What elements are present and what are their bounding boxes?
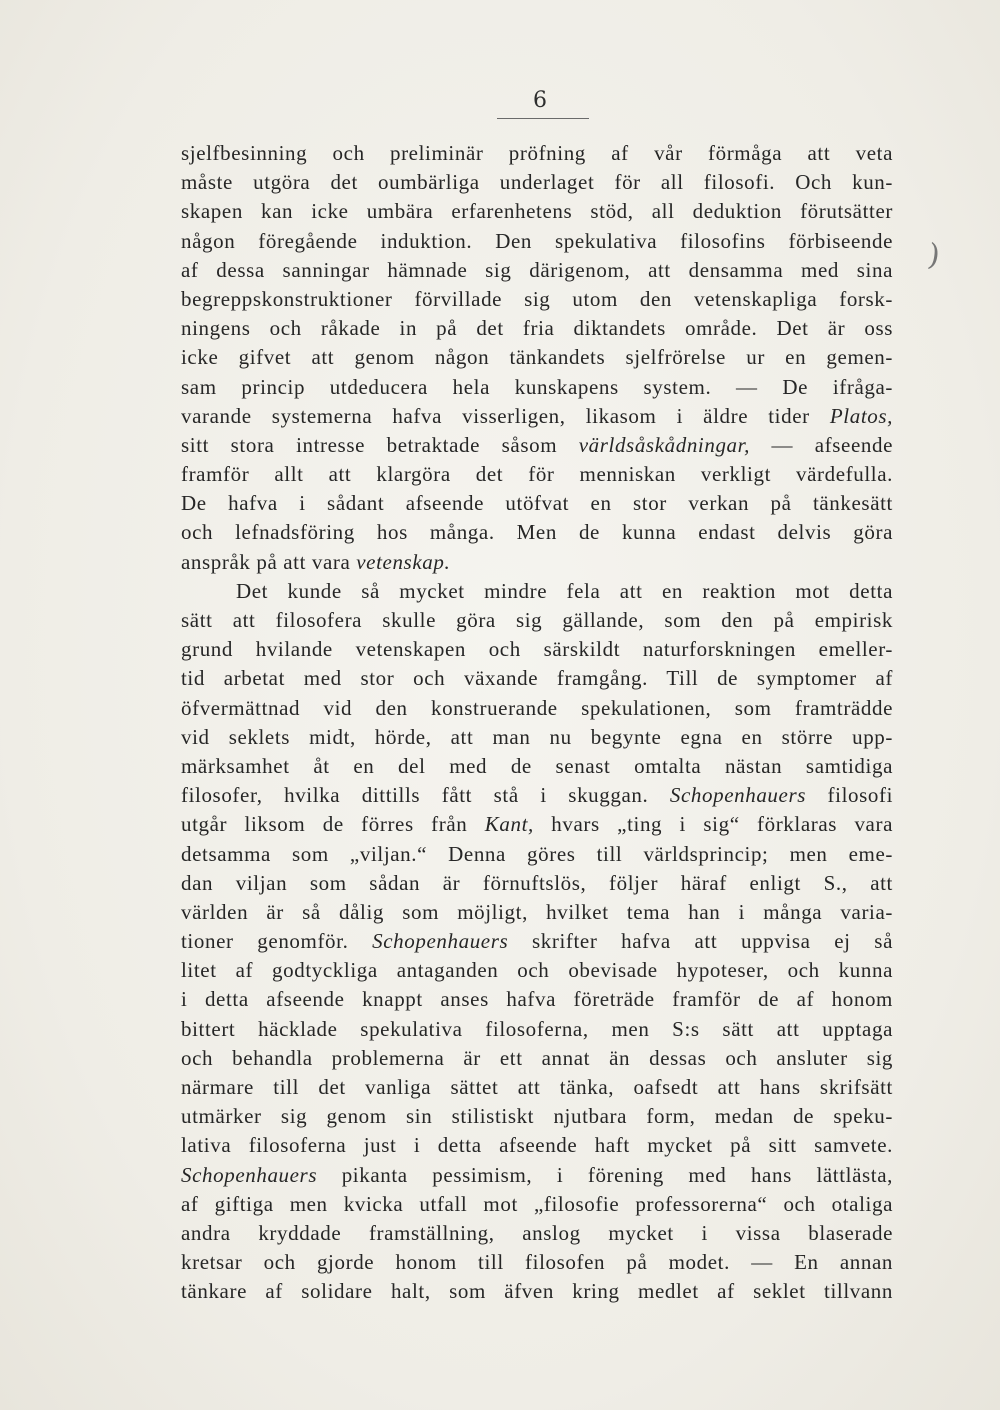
text-line: af dessa sanningar hämnade sig därigenom, att densamma med sina: [181, 257, 893, 282]
text-line: skapen kan icke umbära erfarenhetens stöd, all deduktion förutsätter: [181, 199, 893, 224]
text-span: filosofi: [806, 783, 894, 808]
text-line: [181, 781, 893, 810]
text-line: [181, 548, 893, 577]
text-line: grund hvilande vetenskapen och särskildt naturforskningen emeller-: [181, 637, 893, 662]
text-line: närmare till det vanliga sättet att tänka, oafsedt att hans skrifsätt: [181, 1075, 893, 1099]
text-line: [181, 431, 893, 460]
text-line: bittert häcklade spekulativa filosoferna, men S:s sätt att upptaga: [181, 1016, 893, 1041]
body-text: [181, 139, 893, 1307]
text-line: [181, 402, 893, 431]
text-span: — afseende: [749, 432, 893, 457]
text-line: och behandla problemerna är ett annat än dessas och ansluter sig: [181, 1045, 893, 1070]
italic-term: världsåskådningar,: [578, 432, 750, 457]
text-span: utgår liksom de förres från: [181, 812, 485, 837]
text-line: sjelfbesinning och preliminär pröfning af vår förmåga att veta: [181, 141, 893, 165]
page-number-rule: [497, 118, 589, 119]
text-span: hvars „ting i sig“ förklaras vara: [533, 812, 893, 837]
text-span: pikanta pessimism, i förening med hans lättlästa,: [317, 1162, 893, 1187]
text-line: måste utgöra det oumbärliga underlaget för all filosofi. Och kun-: [181, 170, 893, 195]
text-line: af giftiga men kvicka utfall mot „filosofie professorerna“ och otaliga: [181, 1191, 893, 1216]
text-line: tänkare af solidare halt, som äfven kring medlet af seklet tillvann: [181, 1279, 893, 1304]
text-line: icke gifvet att genom någon tänkandets sjelfrörelse ur en gemen-: [181, 345, 893, 370]
text-span: filosofer, hvilka dittills fått stå i skuggan.: [181, 783, 670, 808]
text-line: i detta afseende knappt anses hafva företräde framför de af honom: [181, 987, 893, 1012]
italic-name-kant: Kant,: [484, 812, 534, 837]
text-line: framför allt att klargöra det för menniskan verkligt värdefulla.: [181, 462, 893, 487]
text-line: och lefnadsföring hos många. Men de kunna endast delvis göra: [181, 520, 893, 545]
margin-mark: ): [925, 237, 943, 274]
text-line: kretsar och gjorde honom till filosofen på modet. — En annan: [181, 1250, 893, 1275]
text-line: [181, 810, 893, 839]
text-span: tioner genomför.: [181, 929, 373, 954]
text-span: sitt stora intresse betraktade såsom: [181, 432, 579, 457]
text-line: dan viljan som sådan är förnuftslös, följer häraf enligt S., att: [181, 870, 893, 895]
text-line: andra kryddade framställning, anslog mycket i vissa blaserade: [181, 1220, 893, 1245]
text-line: [181, 927, 893, 956]
italic-term: vetenskap.: [356, 549, 451, 574]
italic-name-platos: Platos,: [829, 403, 893, 428]
text-line: litet af godtyckliga antaganden och obevisade hypoteser, och kunna: [181, 958, 893, 983]
text-line: begreppskonstruktioner förvillade sig utom den vetenskapliga forsk-: [181, 286, 893, 311]
italic-name-schopenhauer: Schopenhauers: [372, 929, 509, 954]
text-span: varande systemerna hafva visserligen, likasom i äldre tider: [181, 403, 830, 428]
text-line: detsamma som „viljan.“ Denna göres till världsprincip; men eme-: [181, 841, 893, 866]
page-number: 6: [533, 88, 547, 113]
text-line: världen är så dålig som möjligt, hvilket tema han i många varia-: [181, 899, 893, 924]
text-span: skrifter hafva att uppvisa ej så: [508, 929, 893, 954]
text-line: ningens och råkade in på det fria diktandets område. Det är oss: [181, 316, 893, 341]
text-line: öfvermättnad vid den konstruerande spekulationen, som framträdde: [181, 695, 893, 720]
text-line: någon föregående induktion. Den spekulativa filosofins förbiseende: [181, 228, 893, 253]
text-line: [181, 1161, 893, 1190]
text-line: sätt att filosofera skulle göra sig gällande, som den på empirisk: [181, 608, 893, 632]
text-line: utmärker sig genom sin stilistiskt njutbara form, medan de speku-: [181, 1104, 893, 1129]
text-line: vid seklets midt, hörde, att man nu begynte egna en större upp-: [181, 724, 893, 749]
text-span: anspråk på att vara: [181, 549, 357, 574]
text-line: lativa filosoferna just i detta afseende haft mycket på sitt samvete.: [181, 1133, 893, 1158]
italic-name-schopenhauer: Schopenhauers: [181, 1162, 318, 1187]
text-line: De hafva i sådant afseende utöfvat en stor verkan på tänkesätt: [181, 491, 893, 516]
italic-name-schopenhauer: Schopenhauers: [669, 783, 806, 808]
text-line: märksamhet åt en del med de senast omtalta nästan samtidiga: [181, 753, 893, 778]
text-line: sam princip utdeducera hela kunskapens system. — De ifråga-: [181, 374, 893, 399]
text-line: Det kunde så mycket mindre fela att en reaktion mot detta: [236, 578, 893, 603]
text-line: tid arbetat med stor och växande framgång. Till de symptomer af: [181, 666, 893, 691]
